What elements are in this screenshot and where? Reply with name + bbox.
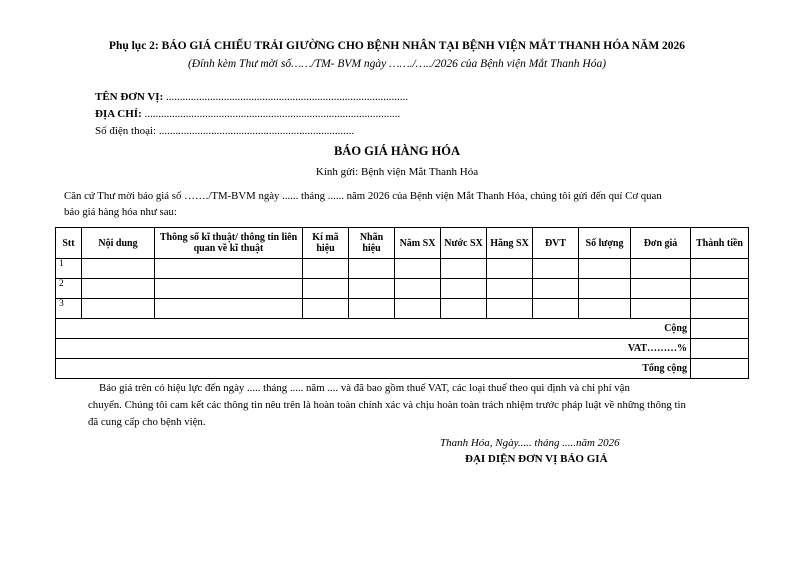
cell[interactable] — [631, 259, 691, 279]
row-number: 2 — [56, 279, 82, 299]
cell[interactable] — [579, 279, 631, 299]
cell[interactable] — [441, 299, 487, 319]
cell[interactable] — [691, 299, 749, 319]
col-header-brand: Nhãn hiệu — [349, 228, 395, 259]
total-value-cell[interactable] — [691, 359, 749, 379]
table-row — [56, 279, 749, 299]
col-header-unit: ĐVT — [533, 228, 579, 259]
vat-label: VAT………% — [56, 339, 691, 359]
cell[interactable] — [631, 279, 691, 299]
cell[interactable] — [155, 259, 303, 279]
cell[interactable] — [349, 299, 395, 319]
vat-value-cell[interactable] — [691, 339, 749, 359]
sum-value-cell[interactable] — [691, 319, 749, 339]
phone-field: Số điện thoại: ....................................................................... — [95, 125, 355, 137]
cell[interactable] — [155, 299, 303, 319]
col-header-specs: Thông số kĩ thuật/ thông tin liên quan về kĩ thuật — [155, 228, 303, 259]
cell[interactable] — [631, 299, 691, 319]
place-date: Thanh Hóa, Ngày..... tháng .....năm 2026 — [440, 437, 620, 449]
cell[interactable] — [487, 259, 533, 279]
total-label: Tổng cộng — [56, 359, 691, 379]
cell[interactable] — [303, 299, 349, 319]
cell[interactable] — [533, 299, 579, 319]
cell[interactable] — [82, 299, 155, 319]
unit-name-dots: ........................................................................................ — [163, 91, 409, 103]
cell[interactable] — [82, 279, 155, 299]
cell[interactable] — [487, 279, 533, 299]
row-number: 1 — [56, 259, 82, 279]
cell[interactable] — [349, 259, 395, 279]
col-header-quantity: Số lượng — [579, 228, 631, 259]
cell[interactable] — [349, 279, 395, 299]
quote-title: BÁO GIÁ HÀNG HÓA — [333, 144, 461, 158]
sum-row — [56, 319, 749, 339]
col-header-model: Kí mã hiệu — [303, 228, 349, 259]
col-header-unit-price: Đơn giá — [631, 228, 691, 259]
cell[interactable] — [579, 299, 631, 319]
cell[interactable] — [487, 299, 533, 319]
cell[interactable] — [533, 259, 579, 279]
row-number: 3 — [56, 299, 82, 319]
table-header-row — [56, 228, 749, 259]
col-header-year: Năm SX — [395, 228, 441, 259]
quote-table — [55, 227, 749, 379]
col-header-stt: Stt — [56, 228, 82, 259]
document-title: Phụ lục 2: BÁO GIÁ CHIẾU TRẢI GIƯỜNG CHO BỆNH NHÂN TẠI BỆNH VIỆN MẮT THANH HÓA NĂM 2026 — [108, 40, 686, 52]
cell[interactable] — [691, 259, 749, 279]
col-header-country: Nước SX — [441, 228, 487, 259]
cell[interactable] — [82, 259, 155, 279]
table-row — [56, 259, 749, 279]
col-header-manufacturer: Hãng SX — [487, 228, 533, 259]
intro-line-1: Căn cứ Thư mời báo giá số ……./TM-BVM ngày ...... tháng ...... năm 2026 của Bệnh viện Mắt Thanh Hóa, chúng tôi gửi đến quí Cơ quan — [64, 190, 662, 202]
validity-line-1: Báo giá trên có hiệu lực đến ngày ..... tháng ..... năm .... và đã bao gồm thuế VAT, các loại thuế theo qui định và chi phí vận — [99, 382, 630, 394]
validity-line-3: đã cung cấp cho bệnh viện. — [88, 416, 206, 428]
cell[interactable] — [303, 279, 349, 299]
col-header-amount: Thành tiền — [691, 228, 749, 259]
cell[interactable] — [579, 259, 631, 279]
total-row — [56, 359, 749, 379]
vat-row — [56, 339, 749, 359]
cell[interactable] — [155, 279, 303, 299]
cell[interactable] — [395, 299, 441, 319]
unit-name-label: TÊN ĐƠN VỊ: — [95, 91, 164, 103]
cell[interactable] — [441, 279, 487, 299]
address-label: ĐỊA CHỈ: — [95, 108, 142, 120]
cell[interactable] — [395, 259, 441, 279]
address-dots: ............................................................................................. — [141, 108, 401, 120]
signature-title: ĐẠI DIỆN ĐƠN VỊ BÁO GIÁ — [465, 453, 608, 465]
validity-line-2: chuyển. Chúng tôi cam kết các thông tin nêu trên là hoàn toàn chính xác và chịu hoàn toàn trách nhiệm trước pháp luật về những thông tin — [88, 399, 686, 411]
cell[interactable] — [533, 279, 579, 299]
table-row — [56, 299, 749, 319]
address-field — [95, 108, 400, 120]
col-header-content: Nội dung — [82, 228, 155, 259]
intro-line-2: báo giá hàng hóa như sau: — [64, 206, 177, 218]
cell[interactable] — [395, 279, 441, 299]
cell[interactable] — [691, 279, 749, 299]
cell[interactable] — [441, 259, 487, 279]
sum-label: Cộng — [56, 319, 691, 339]
cell[interactable] — [303, 259, 349, 279]
greeting: Kính gửi: Bệnh viện Mắt Thanh Hóa — [315, 166, 479, 178]
document-subtitle: (Đính kèm Thư mời số……/TM- BVM ngày ……./…../2026 của Bệnh viện Mắt Thanh Hóa) — [187, 58, 607, 70]
unit-name-field — [95, 91, 408, 103]
